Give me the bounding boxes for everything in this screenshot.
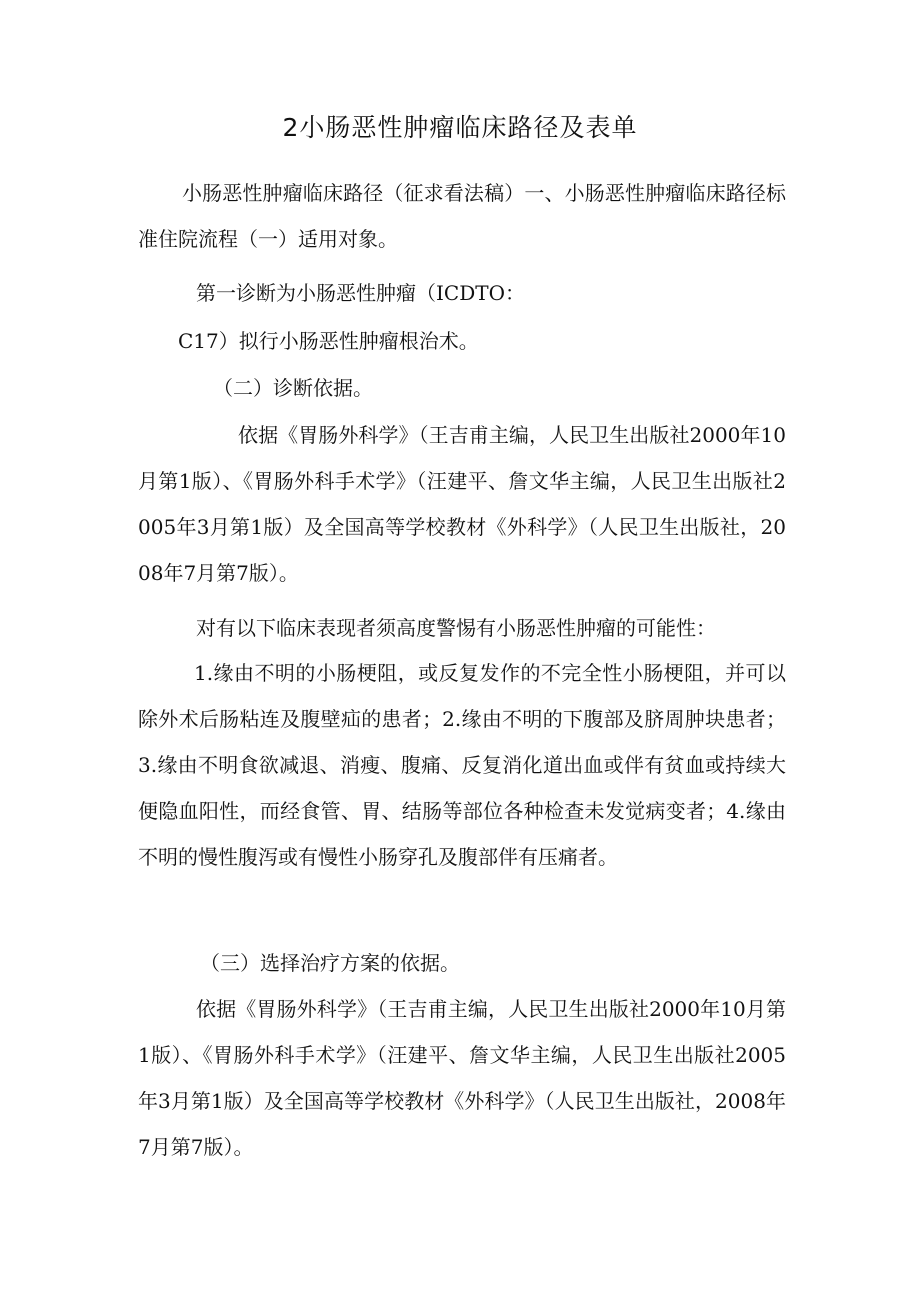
diagnosis-line-1: 第一诊断为小肠恶性肿瘤（ICDTO： [196,281,525,305]
diagnosis-line-2: C17）拟行小肠恶性肿瘤根治术。 [178,329,479,353]
document-title: 2小肠恶性肿瘤临床路径及表单 [282,113,638,142]
section-2-alert-line: 对有以下临床表现者须高度警惕有小肠恶性肿瘤的可能性： [196,616,716,640]
section-3-basis-paragraph: 依据《胃肠外科学》（王吉甫主编，人民卫生出版社2000年10月第1版）、《胃肠外科手术学》（汪建平、詹文华主编，人民卫生出版社2005年3月第1版）及全国高等学校教材《外科学》（人民卫生出版社，2008年7月第7版）。 [138,997,786,1159]
intro-paragraph: 小肠恶性肿瘤临床路径（征求看法稿）一、小肠恶性肿瘤临床路径标准住院流程（一）适用对象。 [138,181,786,251]
section-2-symptoms-paragraph: 1.缘由不明的小肠梗阻，或反复发作的不完全性小肠梗阻，并可以除外术后肠粘连及腹壁疝的患者；2.缘由不明的下腹部及脐周肿块患者；3.缘由不明食欲减退、消瘦、腹痛、反复消化道出血或伴有贫血或持续大便隐血阳性，而经食管、胃、结肠等部位各种检查未发觉病变者；4.缘由不明的慢性腹泻或有慢性小肠穿孔及腹部伴有压痛者。 [138,661,786,869]
section-2-heading: （二）诊断依据。 [213,376,373,400]
section-3-heading: （三）选择治疗方案的依据。 [200,951,460,975]
section-2-basis-paragraph: 依据《胃肠外科学》（王吉甫主编，人民卫生出版社2000年10月第1版）、《胃肠外科手术学》（汪建平、詹文华主编，人民卫生出版社2005年3月第1版）及全国高等学校教材《外科学》（人民卫生出版社，2008年7月第7版）。 [138,423,786,585]
